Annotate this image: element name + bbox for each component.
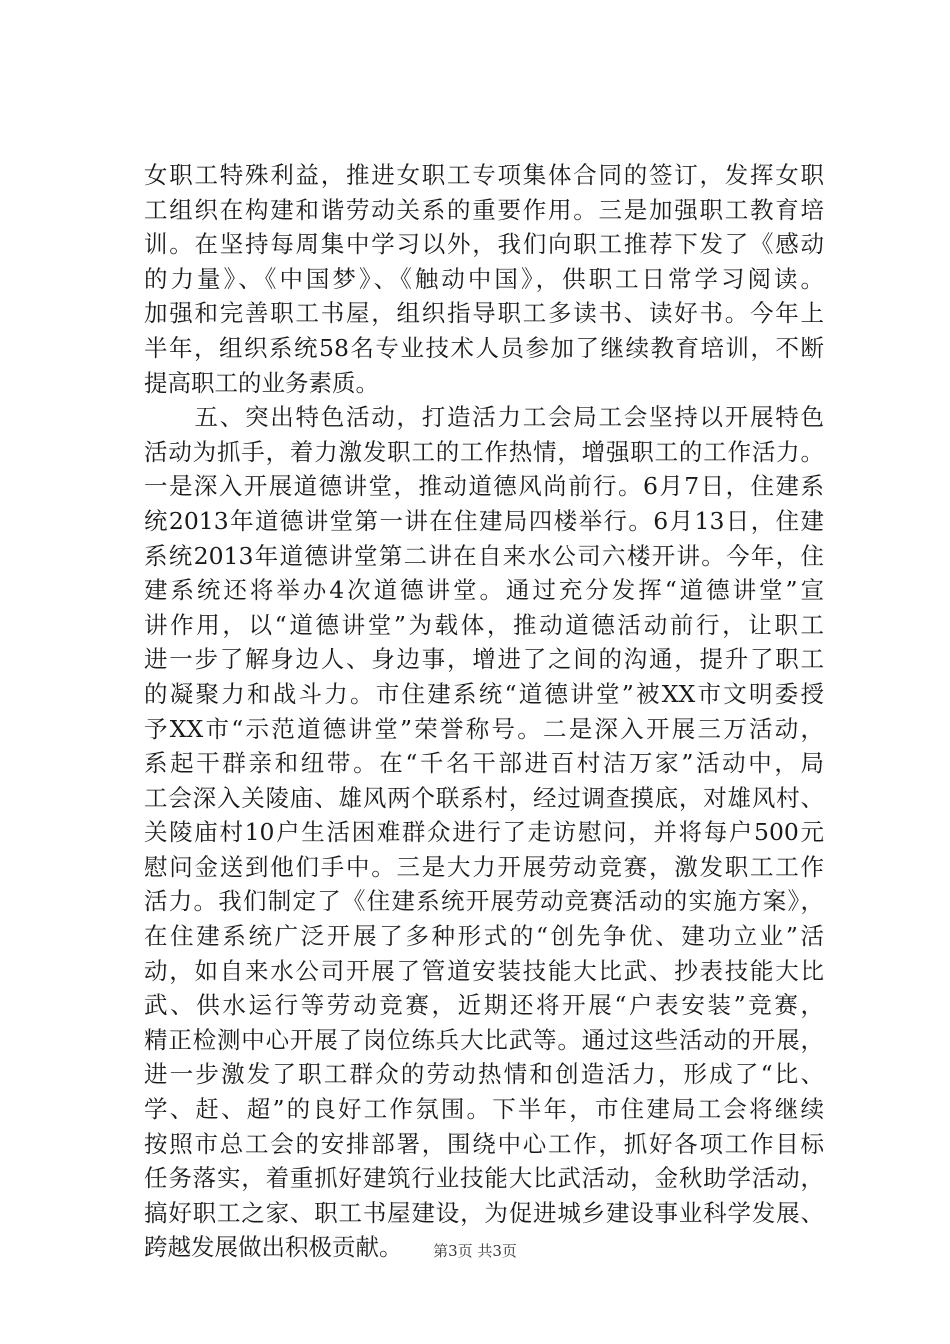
- text-line: 系起干群亲和纽带。在“千名干部进百村洁万家”活动中，局: [144, 749, 824, 778]
- text-line: 慰问金送到他们手中。三是大力开展劳动竞赛，激发职工工作: [144, 852, 824, 881]
- text-line: 训。在坚持每周集中学习以外，我们向职工推荐下发了《感动: [144, 230, 824, 259]
- text-line: 按照市总工会的安排部署，围绕中心工作，抓好各项工作目标: [144, 1129, 824, 1158]
- text-line: 一是深入开展道德讲堂，推动道德风尚前行。6月7日，住建系: [144, 472, 824, 501]
- page-number: 第3页 共3页: [433, 1242, 517, 1260]
- text-line: 提高职工的业务素质。: [144, 368, 379, 397]
- text-line: 动，如自来水公司开展了管道安装技能大比武、抄表技能大比: [144, 956, 824, 985]
- text-line: 跨越发展做出积极贡献。: [144, 1233, 403, 1262]
- text-line: 关陵庙村10户生活困难群众进行了走访慰问，并将每户500元: [144, 818, 824, 847]
- text-line: 进一步了解身边人、身边事，增进了之间的沟通，提升了职工: [144, 645, 824, 674]
- text-line: 统2013年道德讲堂第一讲在住建局四楼举行。6月13日，住建: [144, 506, 824, 535]
- text-line: 五、突出特色活动，打造活力工会局工会坚持以开展特色: [144, 403, 824, 432]
- text-line: 半年，组织系统58名专业技术人员参加了继续教育培训，不断: [144, 333, 824, 362]
- text-line: 的凝聚力和战斗力。市住建系统“道德讲堂”被XX市文明委授: [144, 679, 824, 708]
- text-line: 搞好职工之家、职工书屋建设，为促进城乡建设事业科学发展、: [144, 1198, 824, 1227]
- text-line: 的力量》、《中国梦》、《触动中国》，供职工日常学习阅读。: [144, 264, 824, 293]
- text-line: 任务落实，着重抓好建筑行业技能大比武活动，金秋助学活动，: [144, 1164, 824, 1193]
- body-text: [144, 158, 824, 1265]
- page-footer: [0, 1241, 950, 1261]
- text-line: 工会深入关陵庙、雄风两个联系村，经过调查摸底，对雄风村、: [144, 783, 824, 812]
- text-line: 进一步激发了职工群众的劳动热情和创造活力，形成了“比、: [144, 1060, 824, 1089]
- text-line: 精正检测中心开展了岗位练兵大比武等。通过这些活动的开展，: [144, 1025, 824, 1054]
- text-line: 学、赶、超”的良好工作氛围。下半年，市住建局工会将继续: [144, 1095, 824, 1124]
- text-line: 在住建系统广泛开展了多种形式的“创先争优、建功立业”活: [144, 922, 824, 951]
- text-line: 活动为抓手，着力激发职工的工作热情，增强职工的工作活力。: [144, 437, 824, 466]
- text-line: 女职工特殊利益，推进女职工专项集体合同的签订，发挥女职: [144, 161, 824, 189]
- text-line: 活力。我们制定了《住建系统开展劳动竞赛活动的实施方案》，: [144, 887, 824, 916]
- text-line: 予XX市“示范道德讲堂”荣誉称号。二是深入开展三万活动，: [144, 714, 824, 743]
- text-line: 建系统还将举办4次道德讲堂。通过充分发挥“道德讲堂”宣: [144, 576, 824, 605]
- text-line: 系统2013年道德讲堂第二讲在自来水公司六楼开讲。今年，住: [144, 541, 824, 570]
- text-line: 加强和完善职工书屋，组织指导职工多读书、读好书。今年上: [144, 299, 824, 328]
- text-line: 讲作用，以“道德讲堂”为载体，推动道德活动前行，让职工: [144, 610, 824, 639]
- text-line: 工组织在构建和谐劳动关系的重要作用。三是加强职工教育培: [144, 195, 824, 224]
- text-line: 武、供水运行等劳动竞赛，近期还将开展“户表安装”竞赛，: [144, 991, 824, 1020]
